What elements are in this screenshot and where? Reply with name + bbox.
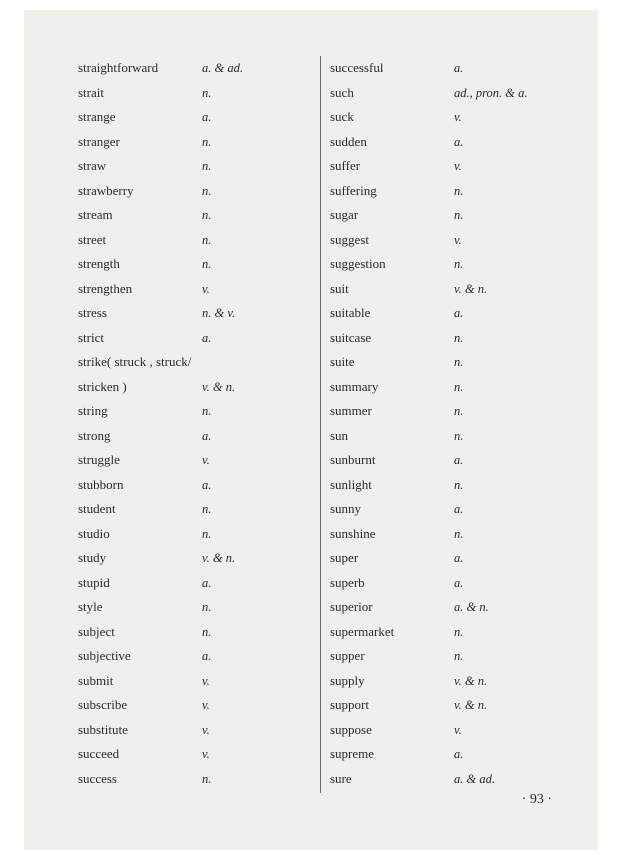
entry-word: sugar	[330, 207, 359, 222]
part-of-speech: n.	[202, 208, 212, 222]
part-of-speech: a. & n.	[454, 600, 489, 614]
entry-word: subject	[78, 623, 115, 639]
part-of-speech: v.	[202, 673, 210, 688]
entry-word: suit	[330, 280, 349, 296]
entry-word: such	[330, 84, 354, 100]
entry-word: study	[78, 550, 107, 565]
entry-word: strawberry	[78, 182, 134, 198]
entry-word: suitcase	[330, 329, 372, 345]
part-of-speech: n.	[454, 330, 464, 345]
part-of-speech: n.	[202, 232, 212, 247]
entry-word: supreme	[330, 746, 375, 761]
entry-word: strengthen	[78, 280, 133, 296]
part-of-speech: a.	[202, 649, 212, 663]
entry-word: stupid	[78, 574, 110, 590]
part-of-speech: n.	[202, 526, 212, 541]
part-of-speech: n.	[202, 502, 212, 516]
part-of-speech: a.	[454, 551, 464, 565]
part-of-speech: n.	[454, 428, 464, 443]
part-of-speech: v.	[202, 722, 210, 737]
part-of-speech: n.	[202, 600, 212, 614]
part-of-speech: v.	[202, 281, 210, 296]
entry-word: suitable	[330, 305, 371, 320]
entry-word: suffering	[330, 182, 377, 198]
entry-word: stress	[78, 305, 107, 320]
entry-word: supper	[330, 648, 365, 663]
entry-word: supermarket	[330, 623, 395, 639]
entry-word: support	[330, 697, 369, 712]
part-of-speech: n.	[202, 85, 212, 100]
entry-word: suffer	[330, 158, 361, 173]
part-of-speech: n.	[454, 208, 464, 222]
entry-word: sunlight	[330, 476, 372, 492]
part-of-speech: n.	[202, 159, 212, 173]
entry-word: student	[78, 501, 116, 516]
entry-word: suggestion	[330, 256, 386, 271]
entry-word: supply	[330, 672, 365, 688]
entry-word: straw	[78, 158, 107, 173]
part-of-speech: n.	[454, 257, 464, 271]
part-of-speech: n.	[454, 404, 464, 418]
entry-word: stream	[78, 207, 113, 222]
part-of-speech: a.	[454, 134, 464, 149]
part-of-speech: n.	[202, 257, 212, 271]
part-of-speech: a.	[454, 747, 464, 761]
part-of-speech: v. & n.	[454, 673, 488, 688]
part-of-speech: n.	[202, 771, 212, 786]
entry-word: strong	[78, 427, 111, 443]
entry-word: summary	[330, 378, 379, 394]
dictionary-page	[24, 10, 598, 850]
part-of-speech: v. & n.	[454, 281, 488, 296]
entry-word: studio	[78, 525, 110, 541]
entry-word: sunshine	[330, 525, 376, 541]
part-of-speech: n.	[454, 526, 464, 541]
entry-word: strength	[78, 256, 120, 271]
part-of-speech: n.	[454, 355, 464, 369]
entry-word: sun	[330, 427, 349, 443]
part-of-speech: v.	[202, 698, 210, 712]
entry-word: subscribe	[78, 697, 128, 712]
part-of-speech: a.	[202, 110, 212, 124]
part-of-speech: v. & n.	[454, 698, 488, 712]
part-of-speech: v.	[202, 453, 210, 467]
entry-word: stubborn	[78, 476, 124, 492]
entry-word: suppose	[330, 721, 372, 737]
entry-word: subjective	[78, 648, 131, 663]
entry-word: strike( struck , struck/	[78, 354, 192, 369]
part-of-speech: v.	[454, 110, 462, 124]
column-divider	[320, 56, 321, 793]
part-of-speech: v.	[454, 232, 462, 247]
part-of-speech: n.	[454, 624, 464, 639]
entry-word: string	[78, 403, 108, 418]
entry-word: sunny	[330, 501, 362, 516]
part-of-speech: v. & n.	[202, 379, 236, 394]
part-of-speech: v. & n.	[202, 551, 236, 565]
part-of-speech: a.	[454, 575, 464, 590]
part-of-speech: a.	[454, 61, 464, 75]
entry-word: substitute	[78, 721, 128, 737]
entry-word: superb	[330, 574, 365, 590]
entry-word: sudden	[330, 133, 367, 149]
entry-word: success	[78, 770, 117, 786]
entry-word: summer	[330, 403, 372, 418]
entry-word: style	[78, 599, 103, 614]
part-of-speech: n. & v.	[202, 306, 236, 320]
part-of-speech: n.	[454, 477, 464, 492]
entry-word: sunburnt	[330, 452, 376, 467]
entry-word: strange	[78, 109, 116, 124]
entry-word: struggle	[78, 452, 120, 467]
part-of-speech: v.	[202, 747, 210, 761]
part-of-speech: n.	[454, 379, 464, 394]
page-number: · 93 ·	[521, 792, 552, 807]
entry-word: street	[78, 231, 107, 247]
entry-word: straightforward	[78, 60, 159, 75]
part-of-speech: n.	[454, 649, 464, 663]
part-of-speech: a.	[454, 453, 464, 467]
entry-word: stricken )	[78, 378, 127, 394]
part-of-speech: ad., pron. & a.	[454, 85, 528, 100]
entry-word: suite	[330, 354, 355, 369]
entry-word: succeed	[78, 746, 120, 761]
part-of-speech: n.	[454, 183, 464, 198]
part-of-speech: a.	[202, 575, 212, 590]
part-of-speech: n.	[202, 183, 212, 198]
entry-word: suck	[330, 109, 354, 124]
part-of-speech: a.	[454, 306, 464, 320]
entry-word: suggest	[330, 231, 369, 247]
part-of-speech: v.	[454, 159, 462, 173]
part-of-speech: a.	[202, 428, 212, 443]
entry-word: super	[330, 550, 359, 565]
entry-word: sure	[330, 770, 352, 786]
entry-word: stranger	[78, 133, 120, 149]
part-of-speech: v.	[454, 722, 462, 737]
part-of-speech: n.	[202, 134, 212, 149]
part-of-speech: a.	[202, 330, 212, 345]
part-of-speech: a. & ad.	[202, 61, 243, 75]
part-of-speech: a.	[202, 477, 212, 492]
part-of-speech: a. & ad.	[454, 771, 495, 786]
part-of-speech: n.	[202, 624, 212, 639]
entry-word: strait	[78, 84, 104, 100]
entry-word: successful	[330, 60, 384, 75]
entry-word: strict	[78, 329, 104, 345]
entry-word: superior	[330, 599, 373, 614]
part-of-speech: a.	[454, 502, 464, 516]
part-of-speech: n.	[202, 404, 212, 418]
entry-word: submit	[78, 672, 114, 688]
